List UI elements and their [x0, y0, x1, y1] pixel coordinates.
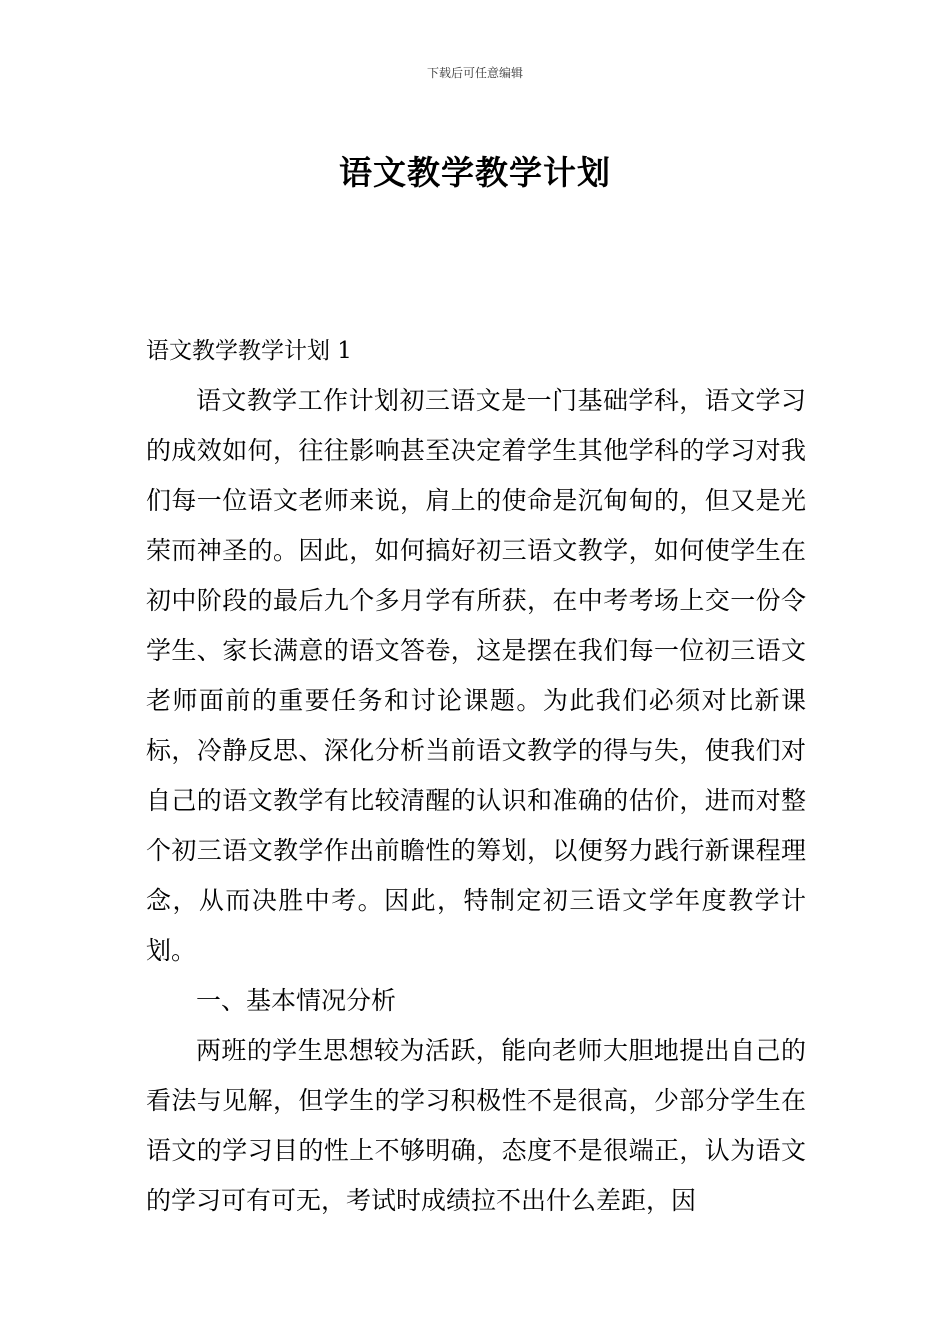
subheading-basic-analysis: 一、基本情况分析 [196, 986, 397, 1015]
section-heading: 语文教学教学计划 1 [146, 338, 352, 364]
document-title: 语文教学教学计划 [339, 153, 611, 193]
paragraph-intro: 语文教学工作计划初三语文是一门基础学科，语文学习的成效如何，往往影响甚至决定着学生其他学科的学习对我们每一位语文老师来说，肩上的使命是沉甸甸的，但又是光荣而神圣的。因此，如何搞好初三语文教学，如何使学生在初中阶段的最后九个多月学有所获，在中考考场上交一份令学生、家长满意的语文答卷，这是摆在我们每一位初三语文老师面前的重要任务和讨论课题。为此我们必须对比新课标，冷静反思、深化分析当前语文教学的得与失，使我们对自己的语文教学有比较清醒的认识和准确的估价，进而对整个初三语文教学作出前瞻性的筹划，以便努力践行新课程理念，从而决胜中考。因此，特制定初三语文学年度教学计划。 [146, 386, 806, 965]
header-note: 下载后可任意编辑 [426, 66, 523, 80]
document-body [146, 326, 806, 1226]
paragraph-student-analysis: 两班的学生思想较为活跃，能向老师大胆地提出自己的看法与见解，但学生的学习积极性不是很高，少部分学生在语文的学习目的性上不够明确，态度不是很端正，认为语文的学习可有可无，考试时成绩拉不出什么差距，因 [146, 1036, 806, 1215]
